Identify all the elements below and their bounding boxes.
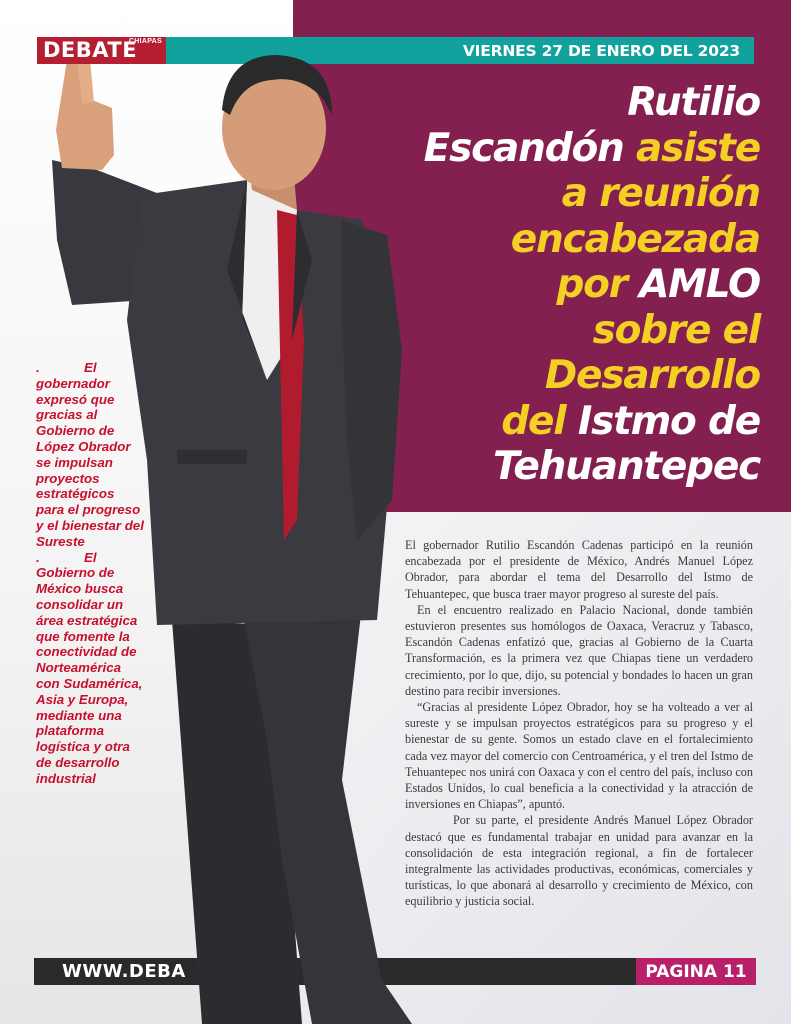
page-number: PAGINA 11 xyxy=(636,958,756,985)
headline-line: Escandón xyxy=(423,125,636,171)
headline xyxy=(410,80,760,490)
headline-line: a reunión xyxy=(561,171,760,216)
logo-subtext: CHIAPAS xyxy=(128,38,162,45)
headline-line: sobre el xyxy=(592,307,760,353)
issue-date: VIERNES 27 DE ENERO DEL 2023 xyxy=(462,41,740,60)
article-body xyxy=(405,537,753,910)
headline-line: Desarrollo xyxy=(544,353,760,398)
headline-line: Istmo de xyxy=(577,398,760,444)
bullet: . xyxy=(36,549,40,565)
sidebar-item xyxy=(36,550,144,787)
bullet: . xyxy=(36,360,40,375)
article-paragraph: El gobernador Rutilio Escandón Cadenas participó en la reunión encabezada por el presidente de México, Andrés Manuel López Obrador, para abordar el tema del Desarrollo del Istmo de Tehuantepec, que busca traer mayor progreso al sureste del país. xyxy=(405,538,753,601)
headline-line: por xyxy=(556,262,640,307)
article-paragraph: Por su parte, el presidente Andrés Manuel López Obrador destacó que es fundamental trabajar en unidad para avanzar en la consolidación de esta integración regional, a fin de fortalecer integralmente las actividades productivas, económicas, comerciales y turísticas, lo que abonará al desarrollo y crecimiento de México, con equilibrio y justicia social. xyxy=(405,813,753,909)
headline-line: encabezada xyxy=(510,216,760,262)
headline-line: Rutilio xyxy=(627,80,760,125)
logo-text: DEBATE xyxy=(43,38,138,62)
sidebar-highlights xyxy=(36,360,144,787)
headline-line: Tehuantepec xyxy=(492,444,760,489)
debate-logo[interactable] xyxy=(37,37,166,64)
headline-line: del xyxy=(501,398,578,444)
headline-line: AMLO xyxy=(639,262,760,307)
website-link[interactable]: WWW.DEBA xyxy=(62,961,186,982)
sidebar-text: El Gobierno de México busca consolidar un área estratégica que fomente la conectividad de Norteamérica con Sudamérica, Asia y Europa, mediante una plataforma logística y otra de desarrollo industrial xyxy=(36,549,143,786)
article-paragraph: En el encuentro realizado en Palacio Nacional, donde también estuvieron presentes sus homólogos de Oaxaca, Veracruz y Tabasco, Escandón Cadenas enfatizó que, gracias al Gobierno de la Cuarta Transformación, es la primera vez que Chiapas tiene un verdadero crecimiento, por lo que, dijo, su potencial y bondades lo hacen un gran destino para recibir inversiones. xyxy=(405,602,753,698)
sidebar-text: El gobernador expresó que gracias al Gobierno de López Obrador se impulsan proyectos estratégicos para el progreso y el bienestar del Sureste xyxy=(36,360,144,549)
headline-line: asiste xyxy=(635,125,760,171)
sidebar-item xyxy=(36,360,144,550)
article-paragraph: “Gracias al presidente López Obrador, hoy se ha volteado a ver al sureste y se impulsan proyectos estratégicos para su progreso y el bienestar de su gente. Somos un estado clave en el fortalecimiento cada vez mayor del comercio con Centroamérica, y el tren del Istmo de Tehuantepec nos unirá con Oaxaca y con el centro del país, incluso con Estados Unidos, lo cual beneficia a la conectividad y la atracción de inversiones en Chiapas”, apuntó. xyxy=(405,700,753,812)
